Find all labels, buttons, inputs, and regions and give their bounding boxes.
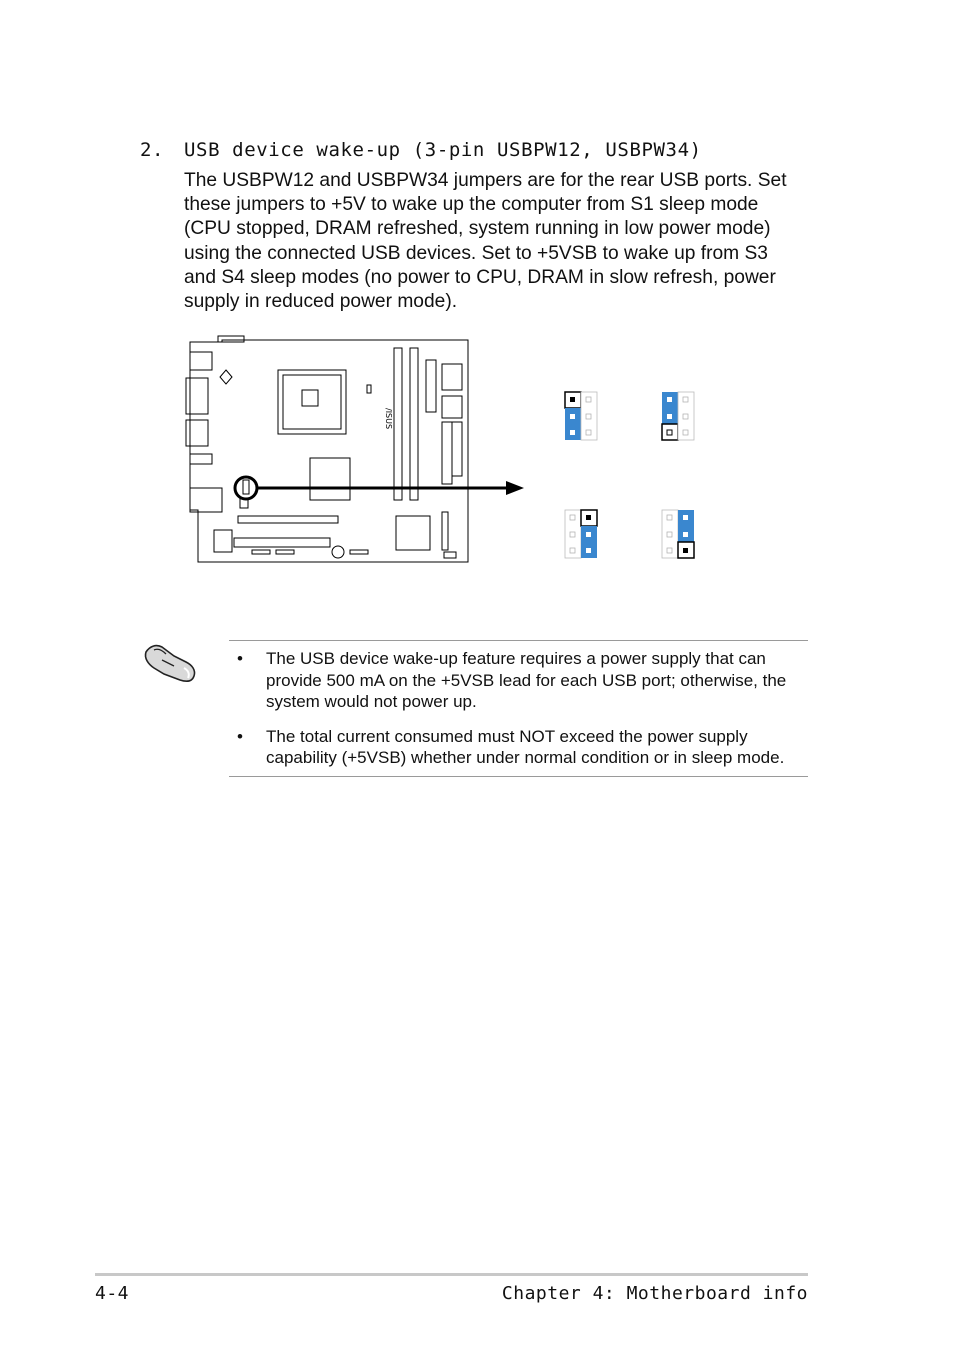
note-item <box>229 726 819 769</box>
jumper-diagram-1 <box>565 392 597 440</box>
jumper-diagram-2 <box>662 392 694 440</box>
note-bottom-divider <box>229 776 808 777</box>
note-item <box>229 648 819 713</box>
bullet: • <box>237 649 243 668</box>
section-heading <box>140 139 702 161</box>
footer-divider <box>95 1273 808 1276</box>
chapter-title: Chapter 4: Motherboard info <box>501 1283 808 1304</box>
jumper-diagram-3 <box>565 510 597 558</box>
jumper-diagram-4 <box>662 510 694 558</box>
note-list <box>229 648 819 782</box>
bullet: • <box>237 726 243 746</box>
page-number: 4-4 <box>95 1283 130 1304</box>
pointer-arrow <box>257 481 524 495</box>
hand-note-icon <box>140 638 200 686</box>
note-text: The USB device wake-up feature requires a power supply that can provide 500 mA on the +5VSB lead for each USB port; otherwise, the system would not power up. <box>266 649 787 711</box>
note-top-divider <box>229 640 808 641</box>
jumper-location-marker <box>235 477 257 499</box>
section-paragraph: The USBPW12 and USBPW34 jumpers are for the rear USB ports. Set these jumpers to +5V to wake up the computer from S1 sleep mode (CPU stopped, DRAM refreshed, system running in low power mode) using the connected USB devices. Set to +5VSB to wake up from S3 and S4 sleep modes (no power to CPU, DRAM in slow refresh, power supply in reduced power mode). <box>184 170 787 313</box>
motherboard-figure <box>180 330 740 570</box>
board-logo: /ISUS <box>384 408 393 430</box>
motherboard-layout-diagram <box>180 330 740 570</box>
motherboard-outline <box>186 336 468 562</box>
section-number: 2. <box>140 139 165 161</box>
note-text: The total current consumed must NOT exceed the power supply capability (+5VSB) whether under normal condition or in sleep mode. <box>266 726 785 767</box>
section-title: USB device wake-up (3-pin USBPW12, USBPW34) <box>184 139 702 161</box>
